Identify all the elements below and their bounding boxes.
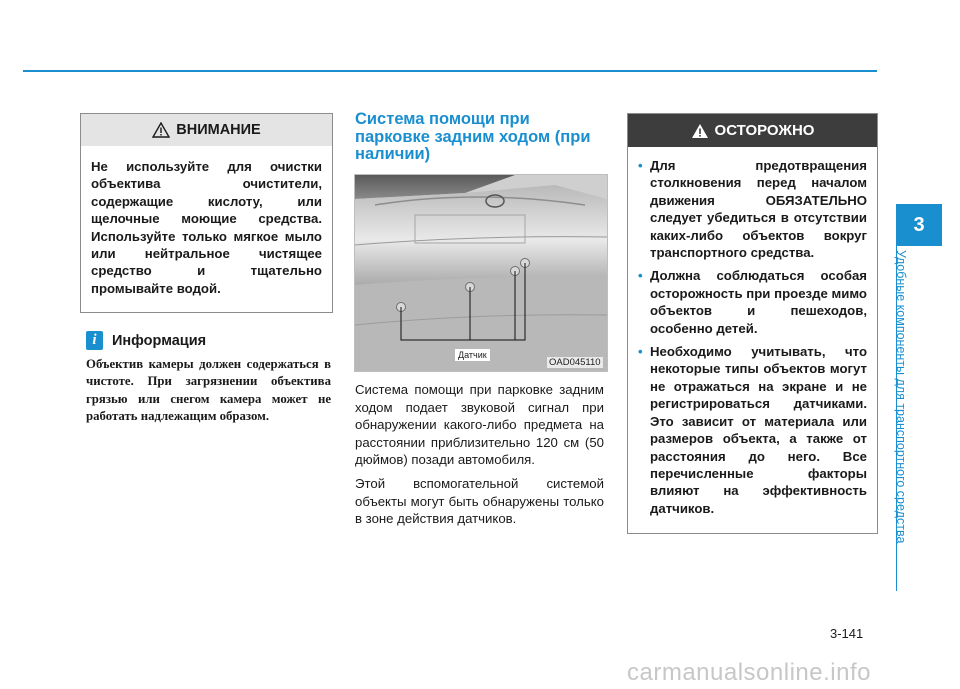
caution-title: ОСТОРОЖНО [714, 122, 815, 139]
section-paragraph: Система помощи при парковке задним ходом подает звуковой сигнал при обнаружении какого-либо предмета на расстоянии приблизительно 120 см (50 дюймов) позади автомобиля. [355, 382, 604, 468]
header-rule [23, 70, 877, 72]
section-title: Система помощи при парковке задним ходом (при наличии) [355, 110, 591, 163]
watermark: carmanualsonline.info [627, 659, 871, 686]
info-text: Объектив камеры должен содержаться в чистоте. При загрязнении объектива грязью или снегом камера может не работать надлежащим образом. [86, 357, 331, 424]
car-rear-illustration [355, 175, 607, 371]
chapter-title-text: Удобные компоненты для транспортного средства [894, 250, 908, 544]
bullet-icon: • [638, 268, 643, 284]
notice-header [81, 114, 332, 146]
sensor-callout-label: Датчик [455, 349, 490, 361]
notice-title: ВНИМАНИЕ [176, 122, 261, 138]
caution-item-text: Для предотвращения столкновения перед началом движения ОБЯЗАТЕЛЬНО следует убедиться в отсутствии каких-либо объектов вокруг транспортного средства. [650, 158, 867, 261]
bullet-icon: • [638, 158, 643, 173]
chapter-number-tab: 3 [896, 204, 942, 246]
info-icon: i [86, 331, 103, 350]
caution-list [628, 147, 877, 517]
caution-box [627, 113, 878, 534]
notice-box [80, 113, 333, 313]
info-title: Информация [112, 332, 207, 349]
warning-triangle-icon [691, 123, 709, 139]
caution-item [638, 157, 867, 261]
section-paragraph: Этой вспомогательной системой объекты могут быть обнаружены только в зоне действия датчиков. [355, 475, 604, 527]
warning-triangle-icon [152, 122, 170, 138]
caution-item [638, 343, 867, 517]
info-heading [86, 331, 206, 350]
caution-item-text: Должна соблюдаться особая осторожность при проезде мимо объектов и пешеходов, особенно детей. [650, 268, 867, 336]
notice-text: Не используйте для очистки объектива очистители, содержащие кислоту, или щелочные моющие средства. Используйте только мягкое мыло или нейтральное чистящее средство и тщательно промывайте водой. [91, 159, 322, 296]
caution-item-text: Необходимо учитывать, что некоторые типы объектов могут не отражаться на экране и не регистрироваться датчиками. Это зависит от материала или размеров объекта, а также от расстояния до него. Все перечисленные факторы влияют на эффективность датчиков. [650, 344, 867, 516]
rear-bumper-figure [354, 174, 608, 372]
bullet-icon: • [638, 344, 643, 360]
figure-code: OAD045110 [549, 357, 601, 368]
caution-item [638, 267, 867, 337]
page-number: 3-141 [830, 626, 864, 641]
chapter-title [894, 250, 922, 580]
caution-header [628, 114, 877, 147]
section-body [355, 381, 604, 534]
